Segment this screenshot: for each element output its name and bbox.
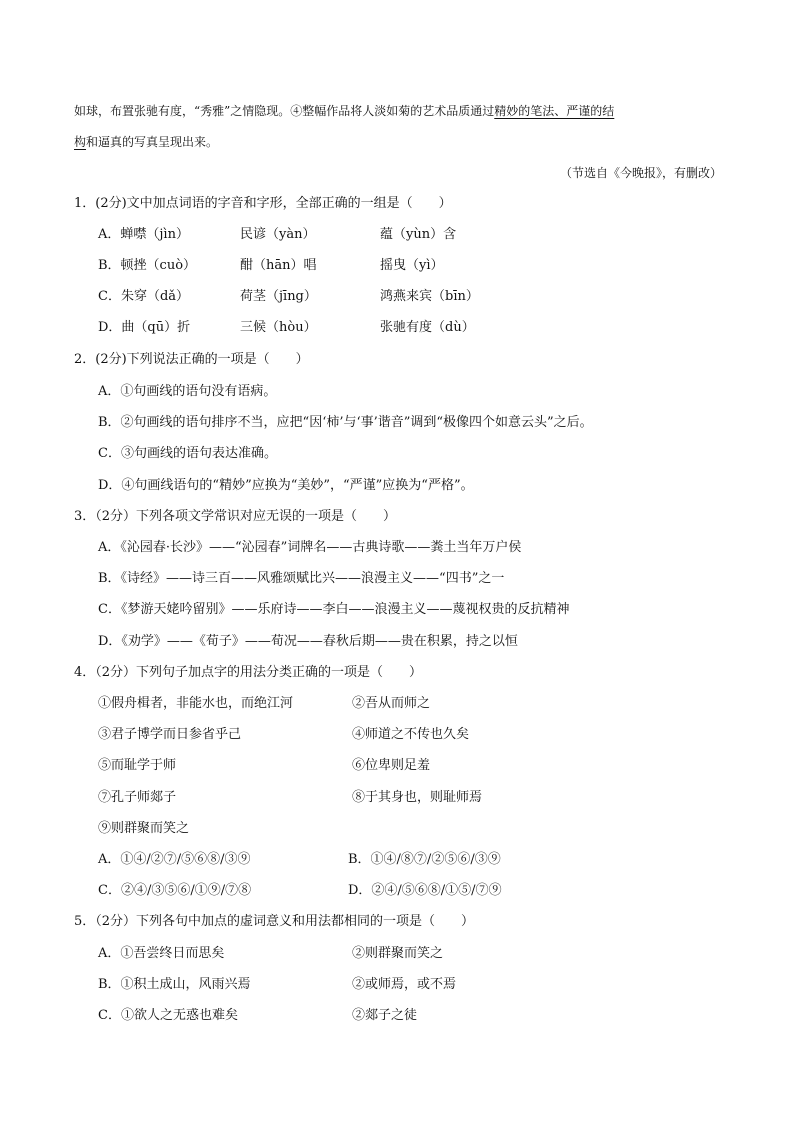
q3-option-a: A．《沁园春·长沙》——“沁园春”词牌名——古典诗歌——粪土当年万户侯 — [98, 540, 522, 555]
q5-option-b-2: ②或师焉，或不焉 — [352, 977, 457, 992]
q1-option-a-1: A．蝉噤（jìn） — [98, 227, 189, 242]
passage-text: 和逼真的写真呈现出来。 — [86, 135, 219, 149]
underlined-phrase: 精妙的笔法、严谨的结 — [494, 104, 615, 118]
question-4-stem: 4．（2分）下列句子加点字的用法分类正确的一项是（ ） — [74, 665, 423, 680]
q1-option-b-1: B．顿挫（cuò） — [98, 258, 197, 273]
q1-option-b-2: 酣（hān）唱 — [240, 258, 317, 273]
q3-option-b: B．《诗经》——诗三百——风雅颂赋比兴——浪漫主义——“四书”之一 — [98, 571, 505, 586]
q4-item-9: ⑨则群聚而笑之 — [98, 821, 190, 836]
q4-choice-c: C．②④/③⑤⑥/①⑨/⑦⑧ — [98, 883, 252, 898]
q1-option-a-2: 民谚（yàn） — [240, 227, 316, 242]
q4-item-1: ①假舟楫者，非能水也，而绝江河 — [98, 696, 294, 711]
question-2-stem: 2．(2分)下列说法正确的一项是（ ） — [74, 352, 309, 367]
q1-option-c-1: C．朱穿（dǎ） — [98, 289, 190, 304]
passage-line-2 — [74, 132, 724, 152]
passage-text: 如球，布置张驰有度，“秀雅”之情隐现。④整幅作品将人淡如菊的艺术品质通过 — [74, 104, 495, 118]
q4-choice-b: B．①④/⑧⑦/②⑤⑥/③⑨ — [348, 852, 501, 867]
q4-item-2: ②吾从而师之 — [352, 696, 431, 711]
q3-option-d: D．《劝学》——《荀子》——荀况——春秋后期——贵在积累，持之以恒 — [98, 634, 518, 649]
q5-option-b-1: B．①积土成山，风雨兴焉 — [98, 977, 251, 992]
q5-option-a-1: A．①吾尝终日而思矣 — [98, 946, 225, 961]
q4-item-3: ③君子博学而日参省乎己 — [98, 727, 242, 742]
q1-option-d-2: 三候（hòu） — [240, 320, 317, 335]
q1-option-d-3: 张驰有度（dù） — [380, 320, 475, 335]
q1-option-a-3: 蕴（yùn）含 — [380, 227, 457, 242]
q2-option-c: C．③句画线的语句表达准确。 — [98, 446, 277, 461]
q2-option-d: D．④句画线语句的“精妙”应换为“美妙”，“严谨”应换为“严格”。 — [98, 478, 474, 493]
q2-option-b: B．②句画线的语句排序不当，应把“因‘柿’与‘事’谐音”调到“极像四个如意云头”之后。 — [98, 415, 593, 430]
question-1-stem: 1．(2分)文中加点词语的字音和字形，全部正确的一组是（ ） — [74, 196, 452, 211]
q4-item-5: ⑤而耻学于师 — [98, 758, 177, 773]
q4-item-4: ④师道之不传也久矣 — [352, 727, 470, 742]
question-3-stem: 3．（2分）下列各项文学常识对应无误的一项是（ ） — [74, 509, 397, 524]
q1-option-c-3: 鸿燕来宾（bīn） — [380, 289, 479, 304]
q4-choice-a: A．①④/②⑦/⑤⑥⑧/③⑨ — [98, 852, 251, 867]
q4-item-6: ⑥位卑则足羞 — [352, 758, 431, 773]
q3-option-c: C．《梦游天姥吟留别》——乐府诗——李白——浪漫主义——蔑视权贵的反抗精神 — [98, 602, 570, 617]
q4-item-7: ⑦孔子师郯子 — [98, 790, 177, 805]
q5-option-c-1: C．①欲人之无惑也难矣 — [98, 1008, 238, 1023]
q4-choice-d: D．②④/⑤⑥⑧/①⑤/⑦⑨ — [348, 883, 502, 898]
question-5-stem: 5．（2分）下列各句中加点的虚词意义和用法都相同的一项是（ ） — [74, 914, 475, 929]
q1-option-d-1: D．曲（qū）折 — [98, 320, 191, 335]
q5-option-c-2: ②郯子之徒 — [352, 1008, 418, 1023]
q1-option-b-3: 摇曳（yì） — [380, 258, 444, 273]
q4-item-8: ⑧于其身也，则耻师焉 — [352, 790, 483, 805]
underlined-phrase: 构 — [74, 135, 87, 149]
q2-option-a: A．①句画线的语句没有语病。 — [98, 384, 277, 399]
q1-option-c-2: 荷茎（jīng） — [240, 289, 317, 304]
passage-line-1 — [74, 101, 724, 121]
source-note: （节选自《今晚报》，有删改） — [559, 166, 722, 180]
q5-option-a-2: ②则群聚而笑之 — [352, 946, 444, 961]
